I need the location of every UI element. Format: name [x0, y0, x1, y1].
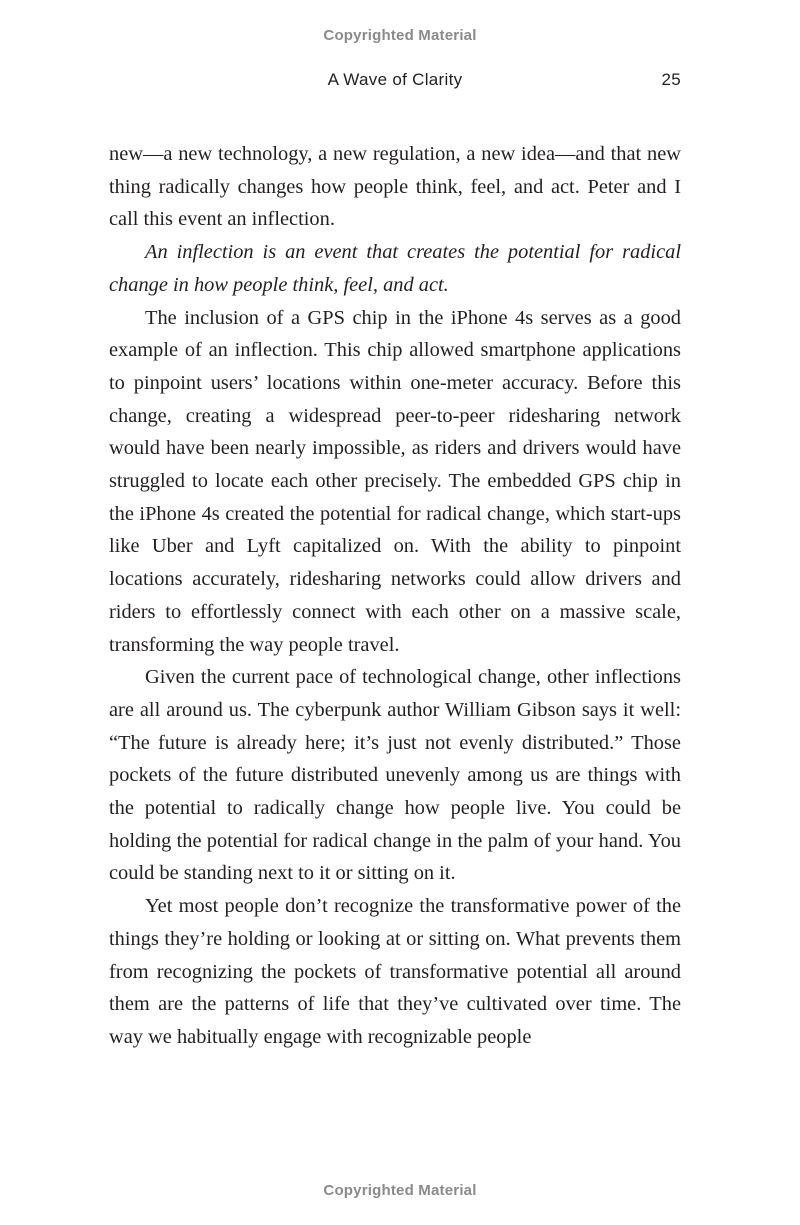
paragraph-gps-example: The inclusion of a GPS chip in the iPhone 4s serves as a good example of an inflection. This chip allowed smartphone applications to pinpoint users’ locations within one-meter accuracy. Before this change, creating a widespread peer-to-peer ridesharing network would have been nearly impossible, as riders and drivers would have struggled to locate each other precisely. The embedded GPS chip in the iPhone 4s created the potential for radical change, which start-ups like Uber and Lyft capitalized on. With the ability to pinpoint locations accurately, ridesharing networks could allow drivers and riders to effortlessly connect with each other on a massive scale, transforming the way people travel. [109, 306, 681, 656]
paragraph-inflections: Given the current pace of technological change, other inflections are all around us. The cyberpunk author William Gibson says it well: “The future is already here; it’s just not evenly distributed.” Those pockets of the future distributed unevenly among us are things with the potential to radically change how people live. You could be holding the potential for radical change in the palm of your hand. You could be standing next to it or sitting on it. [109, 666, 681, 885]
chapter-title: A Wave of Clarity [327, 70, 463, 89]
paragraph-patterns: Yet most people don’t recognize the transformative power of the things they’re holding or looking at or sitting on. What prevents them from recognizing the pockets of transformative potential all around them are the patterns of life that they’ve cultivated over time. The way we habitually engage with recognizable people [109, 895, 681, 1048]
body-text [109, 138, 681, 1054]
paragraph-definition: An inflection is an event that creates the potential for radical change in how people think, feel, and act. [109, 241, 681, 296]
page-number: 25 [661, 70, 681, 89]
copyright-watermark-bottom: Copyrighted Material [323, 1182, 477, 1199]
paragraph-continuation: new—a new technology, a new regulation, a new idea—and that new thing radically changes how people think, feel, and act. Peter and I call this event an inflection. [109, 143, 681, 231]
running-header [0, 70, 800, 94]
copyright-watermark-top: Copyrighted Material [323, 27, 477, 44]
